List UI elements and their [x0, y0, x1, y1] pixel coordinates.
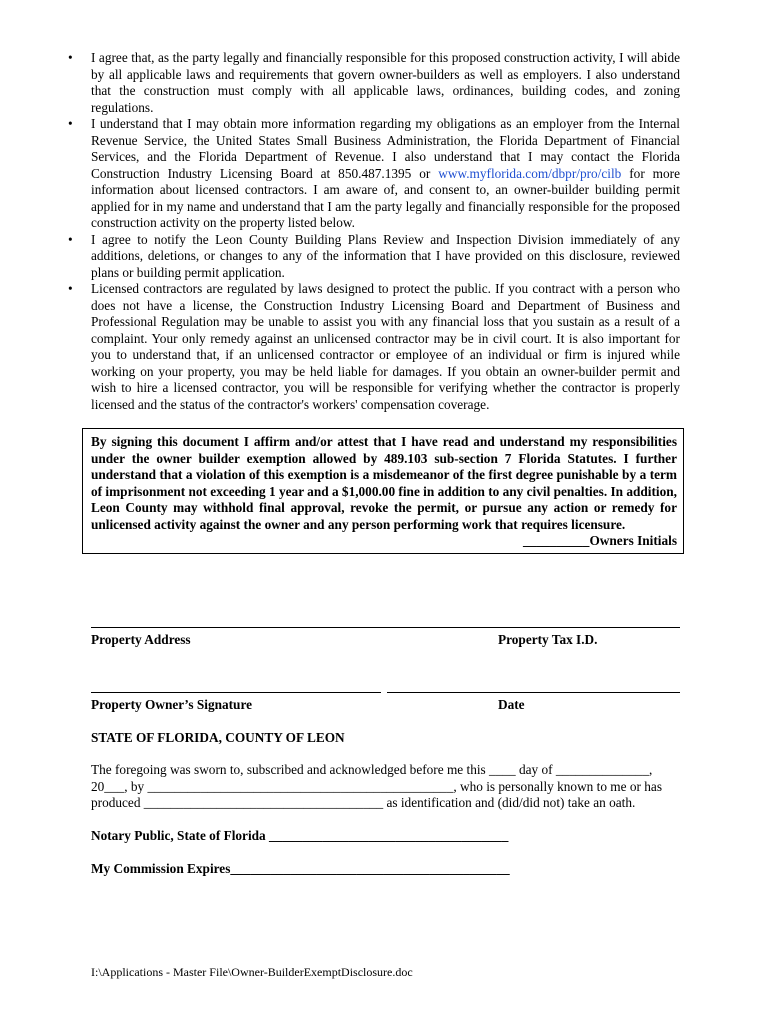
attestation-text: By signing this document I affirm and/or attest that I have read and understand my responsibilities under the owner builder exemption allowed by 489.103 sub-section 7 Florida Statutes. I further understand that a violation of this exemption is a misdemeanor of the first degree punishable by a term of imprisonment not exceeding 1 year and a $1,000.00 fine in addition to any civil penalties. In addition, Leon County may withhold final approval, revoke the permit, or pursue any action or remedy for unlicensed activity against the owner and any person performing work that requires licensure. — [91, 434, 677, 532]
file-path-footer: I:\Applications - Master File\Owner-BuilderExemptDisclosure.doc — [91, 965, 413, 979]
bullet-icon: • — [68, 116, 73, 131]
bullet-text: for more information about licensed contractors. I am aware of, and consent to, an owner-builder building permit applied for in my name and understand that I am the party legally and financially responsible for the proposed construction activity on the property listed below. — [91, 165, 681, 230]
bullet-item-notify-changes — [66, 232, 680, 282]
cilb-link[interactable]: www.myflorida.com/dbpr/pro/cilb — [438, 165, 622, 181]
attestation-box — [82, 428, 684, 554]
date-label: Date — [498, 697, 525, 712]
bullet-text: I understand that I may obtain more information regarding my obligations as an employer from the Internal Revenue Service, the United States Small Business Administration, the Florida Department of Financial Services, and the Florida Department of Revenue. I also understand that I may contact the Florida Construction Industry Licensing Board at 850.487.1395 or — [91, 116, 680, 181]
property-tax-id-label: Property Tax I.D. — [498, 632, 598, 647]
bullet-icon: • — [68, 231, 73, 247]
owner-signature-line[interactable] — [91, 692, 381, 693]
property-address-line[interactable] — [91, 627, 680, 628]
bullet-text: I agree to notify the Leon County Building Plans Review and Inspection Division immediately of any additions, deletions, or changes to any of the information that I have provided on this disclosure, reviewed plans or building permit application. — [91, 231, 680, 280]
notary-line-1: The foregoing was sworn to, subscribed and acknowledged before me this ____ day of ______________, — [91, 762, 653, 777]
bullet-item-licensed-contractors — [66, 281, 680, 413]
date-line[interactable] — [387, 692, 680, 693]
commission-expires-field[interactable]: My Commission Expires__________________________________________ — [91, 861, 510, 876]
responsibility-list — [66, 50, 680, 413]
notary-line-2: 20___, by ______________________________________________, who is personally known to me or has — [91, 778, 662, 794]
bullet-icon: • — [68, 281, 73, 296]
notary-acknowledgment — [91, 762, 681, 812]
property-address-label: Property Address — [91, 632, 191, 647]
notary-public-field[interactable]: Notary Public, State of Florida ____________________________________ — [91, 828, 509, 843]
owner-signature-label: Property Owner’s Signature — [91, 697, 253, 712]
bullet-text: I agree that, as the party legally and financially responsible for this proposed construction activity, I will abide by all applicable laws and requirements that govern owner-builders as well as employers. I also understand that the construction must comply with all applicable laws, ordinances, building codes, and zoning regulations. — [91, 50, 680, 115]
bullet-icon: • — [68, 50, 73, 65]
bullet-item-comply-laws — [66, 50, 680, 116]
notary-line-3: produced ____________________________________ as identification and (did/did not) take an oath. — [91, 795, 636, 810]
state-county-heading: STATE OF FLORIDA, COUNTY OF LEON — [91, 730, 345, 745]
bullet-item-employer-obligations — [66, 116, 680, 232]
owners-initials-field[interactable]: __________Owners Initials — [522, 533, 677, 548]
bullet-text: Licensed contractors are regulated by laws designed to protect the public. If you contract with a person who does not have a license, the Construction Industry Licensing Board and Department of Business and Professional Regulation may be unable to assist you with any financial loss that you sustain as a result of a complaint. Your only remedy against an unlicensed contractor may be in civil court. It is also important for you to understand that, if an unlicensed contractor or employee of an individual or firm is injured while working on your property, you may be held liable for damages. If you obtain an owner-builder permit and wish to hire a licensed contractor, you will be responsible for verifying whether the contractor is properly licensed and the status of the contractor's workers' compensation coverage. — [91, 281, 680, 412]
